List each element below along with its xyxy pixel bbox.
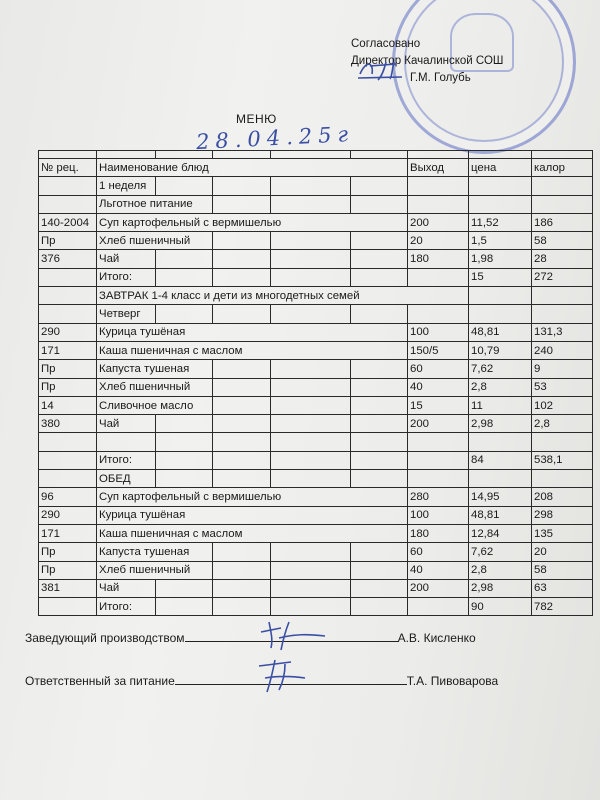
table-row: 14 Сливочное масло 15 11 102 — [39, 396, 593, 414]
menu-date-handwritten: 28.04.25г — [195, 121, 355, 155]
table-row — [39, 470, 593, 488]
total-label: Итого: — [97, 268, 156, 286]
table-row: 381 Чай 200 2,98 63 — [39, 579, 593, 597]
total-price: 15 — [469, 268, 532, 286]
header-price: цена — [469, 159, 532, 177]
table-row: 171 Каша пшеничная с маслом 150/5 10,79 240 — [39, 341, 593, 359]
director-signature — [356, 56, 414, 82]
table-top-row — [39, 151, 593, 159]
header-output: Выход — [408, 159, 469, 177]
table-row: Пр Капуста тушеная 60 7,62 20 — [39, 543, 593, 561]
table-row: Пр Капуста тушеная 60 7,62 9 — [39, 360, 593, 378]
table-row — [39, 195, 593, 213]
table-row-total — [39, 451, 593, 469]
table-row: Пр Хлеб пшеничный 20 1,5 58 — [39, 232, 593, 250]
production-manager-line — [25, 631, 476, 645]
table-row — [39, 177, 593, 195]
total-price: 84 — [469, 451, 532, 469]
nutrition-name: Т.А. Пивоварова — [406, 674, 499, 688]
table-row: 171 Каша пшеничная с маслом 180 12,84 135 — [39, 524, 593, 542]
table-header-row — [39, 159, 593, 177]
category-label: Льготное питание — [97, 195, 213, 213]
total-label: Итого: — [97, 451, 156, 469]
category-label: ЗАВТРАК 1-4 класс и дети из многодетных семей — [97, 287, 469, 305]
table-row-total — [39, 268, 593, 286]
table-row — [39, 287, 593, 305]
nutrition-label: Ответственный за питание — [25, 674, 175, 688]
approval-signer: Г.М. Голубь — [410, 72, 471, 84]
table-row: Пр Хлеб пшеничный 40 2,8 53 — [39, 378, 593, 396]
day-label: Четверг — [97, 305, 156, 323]
table-row: 290 Курица тушёная 100 48,81 298 — [39, 506, 593, 524]
header-calories: калор — [532, 159, 593, 177]
menu-table — [38, 150, 593, 616]
nutrition-signature — [255, 656, 315, 696]
total-label: Итого: — [97, 598, 156, 616]
category-label: ОБЕД — [97, 470, 156, 488]
total-calories: 538,1 — [532, 451, 593, 469]
menu-title: МЕНЮ — [236, 112, 277, 126]
header-name: Наименование блюд — [97, 159, 408, 177]
total-calories: 272 — [532, 268, 593, 286]
table-row: 96 Суп картофельный с вермишелью 280 14,95 208 — [39, 488, 593, 506]
table-row-blank — [39, 433, 593, 451]
table-row: 140-2004 Суп картофельный с вермишелью 200 11,52 186 — [39, 213, 593, 231]
table-row: 380 Чай 200 2,98 2,8 — [39, 415, 593, 433]
production-name: А.В. Кисленко — [397, 631, 476, 645]
production-signature — [255, 618, 330, 652]
header-code: № рец. — [39, 159, 97, 177]
week-label: 1 неделя — [97, 177, 156, 195]
table-row-total — [39, 598, 593, 616]
approval-director: Директор Качалинской СОШ — [351, 55, 504, 67]
table-row: 376 Чай 180 1,98 28 — [39, 250, 593, 268]
table-row: 290 Курица тушёная 100 48,81 131,3 — [39, 323, 593, 341]
total-calories: 782 — [532, 598, 593, 616]
total-price: 90 — [469, 598, 532, 616]
table-row — [39, 305, 593, 323]
approval-heading: Согласовано — [351, 38, 421, 50]
table-row: Пр Хлеб пшеничный 40 2,8 58 — [39, 561, 593, 579]
production-label: Заведующий производством — [25, 631, 185, 645]
